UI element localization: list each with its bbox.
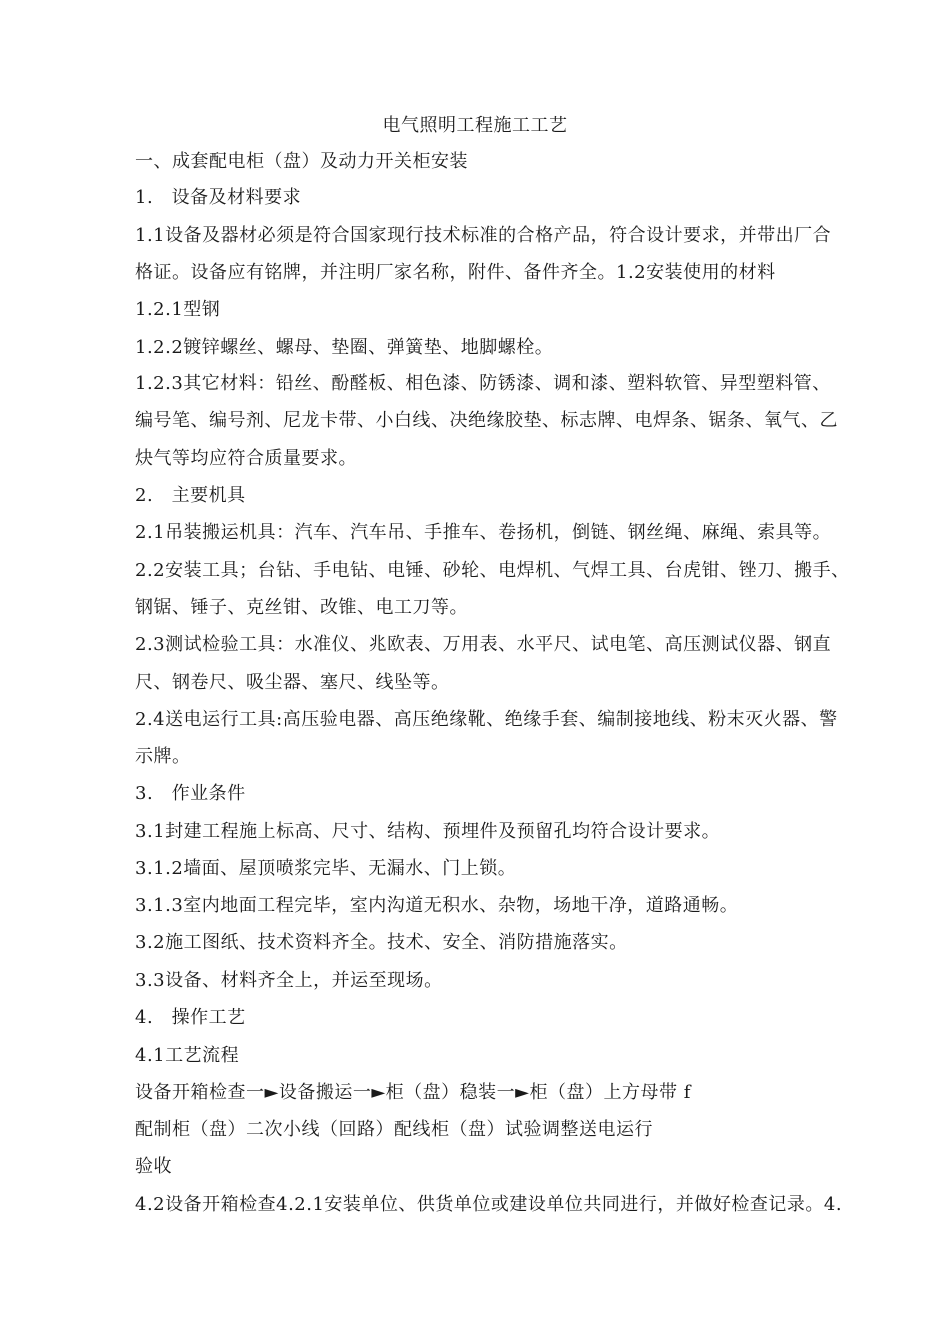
document-title: 电气照明工程施工工艺 xyxy=(382,115,568,136)
body-line: 2. 主要机具 xyxy=(135,485,246,506)
body-line: 验收 xyxy=(135,1156,172,1177)
body-line: 1.2.1型钢 xyxy=(135,299,221,320)
body-line: 编号笔、编号剂、尼龙卡带、小白线、决绝缘胶垫、标志牌、电焊条、锯条、氧气、乙 xyxy=(135,410,838,431)
body-line: 1. 设备及材料要求 xyxy=(135,187,302,208)
body-line: 3. 作业条件 xyxy=(135,783,246,804)
body-line: 一、成套配电柜（盘）及动力开关柜安装 xyxy=(135,151,468,172)
body-line: 设备开箱检查一►设备搬运一►柜（盘）稳装一►柜（盘）上方母带 f xyxy=(135,1082,691,1103)
body-line: 尺、钢卷尺、吸尘器、塞尺、线坠等。 xyxy=(135,672,450,693)
body-line: 示牌。 xyxy=(135,746,191,767)
body-line: 格证。设备应有铭牌，并注明厂家名称，附件、备件齐全。1.2安装使用的材料 xyxy=(135,262,776,283)
body-line: 炔气等均应符合质量要求。 xyxy=(135,448,357,469)
body-line: 3.1.3室内地面工程完毕，室内沟道无积水、杂物，场地干净，道路通畅。 xyxy=(135,895,739,916)
body-line: 3.3设备、材料齐全上，并运至现场。 xyxy=(135,970,443,991)
body-line: 2.2安装工具；台钻、手电钻、电锤、砂轮、电焊机、气焊工具、台虎钳、锉刀、搬手、 xyxy=(135,560,850,581)
body-line: 3.1封建工程施上标高、尺寸、结构、预埋件及预留孔均符合设计要求。 xyxy=(135,821,721,842)
body-line: 配制柜（盘）二次小线（回路）配线柜（盘）试验调整送电运行 xyxy=(135,1119,653,1140)
body-line: 钢锯、锤子、克丝钳、改锥、电工刀等。 xyxy=(135,597,468,618)
body-line: 2.4送电运行工具:高压验电器、高压绝缘靴、绝缘手套、编制接地线、粉末灭火器、警 xyxy=(135,709,838,730)
body-line: 3.1.2墙面、屋顶喷浆完毕、无漏水、门上锁。 xyxy=(135,858,517,879)
body-line: 2.1吊装搬运机具：汽车、汽车吊、手推车、卷扬机，倒链、钢丝绳、麻绳、索具等。 xyxy=(135,522,832,543)
body-line: 2.3测试检验工具：水准仪、兆欧表、万用表、水平尺、试电笔、高压测试仪器、钢直 xyxy=(135,634,832,655)
body-line: 3.2施工图纸、技术资料齐全。技术、安全、消防措施落实。 xyxy=(135,932,628,953)
body-line: 1.2.2镀锌螺丝、螺母、垫圈、弹簧垫、地脚螺栓。 xyxy=(135,337,554,358)
body-line: 4.1工艺流程 xyxy=(135,1045,240,1066)
body-line: 4. 操作工艺 xyxy=(135,1007,246,1028)
body-line: 1.1设备及器材必须是符合国家现行技术标准的合格产品，符合设计要求，并带出厂合 xyxy=(135,225,832,246)
body-line: 4.2设备开箱检查4.2.1安装单位、供货单位或建设单位共同进行，并做好检查记录。4. xyxy=(135,1194,843,1215)
body-line: 1.2.3其它材料：铅丝、酚醛板、相色漆、防锈漆、调和漆、塑料软管、异型塑料管、 xyxy=(135,373,831,394)
